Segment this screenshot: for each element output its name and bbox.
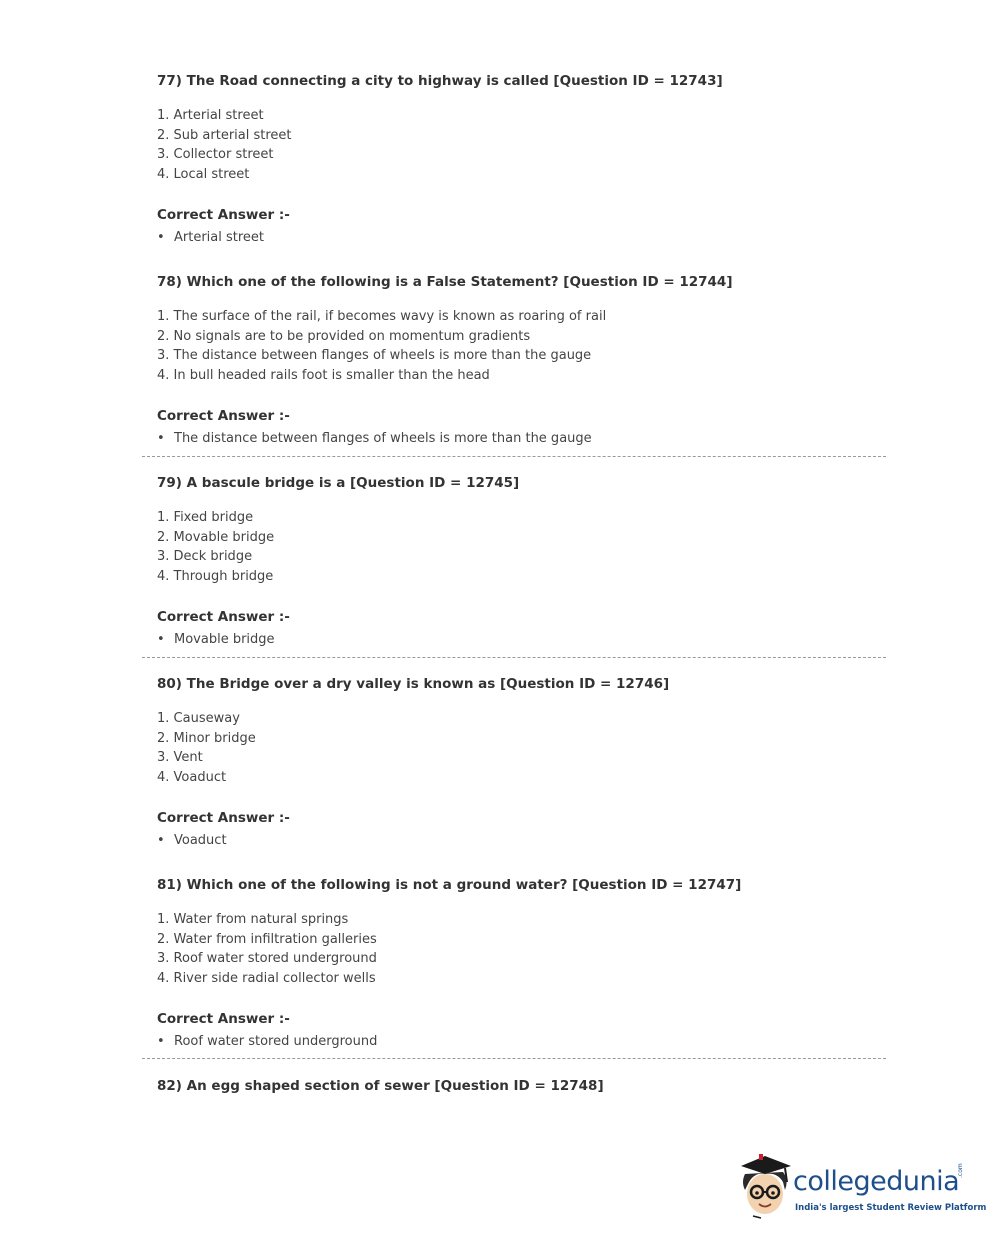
question-title: 77) The Road connecting a city to highway is called [Question ID = 12743] — [157, 73, 723, 89]
option-4: 4. Through bridge — [157, 569, 274, 585]
option-4: 4. River side radial collector wells — [157, 971, 376, 987]
correct-answer — [157, 228, 897, 247]
option-2: 2. Movable bridge — [157, 529, 275, 545]
logo-tagline: India's largest Student Review Platform — [795, 1203, 987, 1213]
option-2: 2. No signals are to be provided on momentum gradients — [157, 328, 531, 344]
option-3: 3. Collector street — [157, 147, 274, 163]
option-3: 3. Vent — [157, 750, 203, 766]
question-78 — [157, 273, 897, 448]
option-2: 2. Sub arterial street — [157, 127, 292, 143]
correct-answer-label: Correct Answer :- — [157, 1010, 290, 1027]
option-3: 3. Roof water stored underground — [157, 951, 377, 967]
bullet: • — [157, 229, 165, 245]
option-2: 2. Minor bridge — [157, 730, 256, 746]
answer-text: Voaduct — [174, 832, 227, 848]
option-3: 3. Deck bridge — [157, 549, 253, 565]
separator — [142, 1058, 886, 1059]
option-3: 3. The distance between flanges of wheels is more than the gauge — [157, 348, 592, 364]
answer-text: Movable bridge — [174, 631, 275, 647]
option-4: 4. Voaduct — [157, 770, 227, 786]
question-title: 81) Which one of the following is not a ground water? [Question ID = 12747] — [157, 877, 742, 893]
answer-text: Roof water stored underground — [174, 1033, 378, 1049]
question-77 — [157, 72, 897, 247]
correct-answer — [157, 429, 897, 448]
collegedunia-logo — [735, 1152, 987, 1222]
option-1: 1. Arterial street — [157, 108, 264, 123]
question-title: 78) Which one of the following is a False Statement? [Question ID = 12744] — [157, 274, 733, 290]
question-81 — [157, 876, 897, 1051]
options-list — [157, 508, 897, 587]
bullet: • — [157, 1033, 165, 1049]
logo-wordmark: collegedunia — [793, 1166, 960, 1197]
option-4: 4. Local street — [157, 167, 250, 183]
question-title: 82) An egg shaped section of sewer [Question ID = 12748] — [157, 1078, 604, 1094]
answer-text: Arterial street — [174, 229, 265, 245]
question-title: 80) The Bridge over a dry valley is known as [Question ID = 12746] — [157, 676, 670, 692]
correct-answer-label: Correct Answer :- — [157, 608, 290, 625]
option-1: 1. Causeway — [157, 711, 240, 726]
question-82 — [157, 1077, 897, 1095]
option-4: 4. In bull headed rails foot is smaller than the head — [157, 368, 490, 384]
separator — [142, 657, 886, 658]
correct-answer-label: Correct Answer :- — [157, 809, 290, 826]
correct-answer — [157, 1032, 897, 1051]
logo-suffix: .com — [957, 1163, 964, 1178]
options-list — [157, 106, 897, 185]
correct-answer-label: Correct Answer :- — [157, 206, 290, 223]
option-2: 2. Water from infiltration galleries — [157, 931, 377, 947]
bullet: • — [157, 832, 165, 848]
correct-answer — [157, 831, 897, 850]
correct-answer-label: Correct Answer :- — [157, 407, 290, 424]
option-1: 1. Fixed bridge — [157, 510, 254, 525]
question-80 — [157, 675, 897, 850]
options-list — [157, 307, 897, 386]
answer-text: The distance between flanges of wheels is more than the gauge — [174, 430, 592, 446]
bullet: • — [157, 631, 165, 647]
correct-answer — [157, 630, 897, 649]
option-1: 1. Water from natural springs — [157, 912, 349, 927]
options-list — [157, 709, 897, 788]
mascot-icon — [735, 1152, 797, 1222]
question-title: 79) A bascule bridge is a [Question ID = 12745] — [157, 475, 520, 491]
options-list — [157, 910, 897, 989]
bullet: • — [157, 430, 165, 446]
question-79 — [157, 474, 897, 649]
separator — [142, 456, 886, 457]
option-1: 1. The surface of the rail, if becomes wavy is known as roaring of rail — [157, 309, 607, 324]
